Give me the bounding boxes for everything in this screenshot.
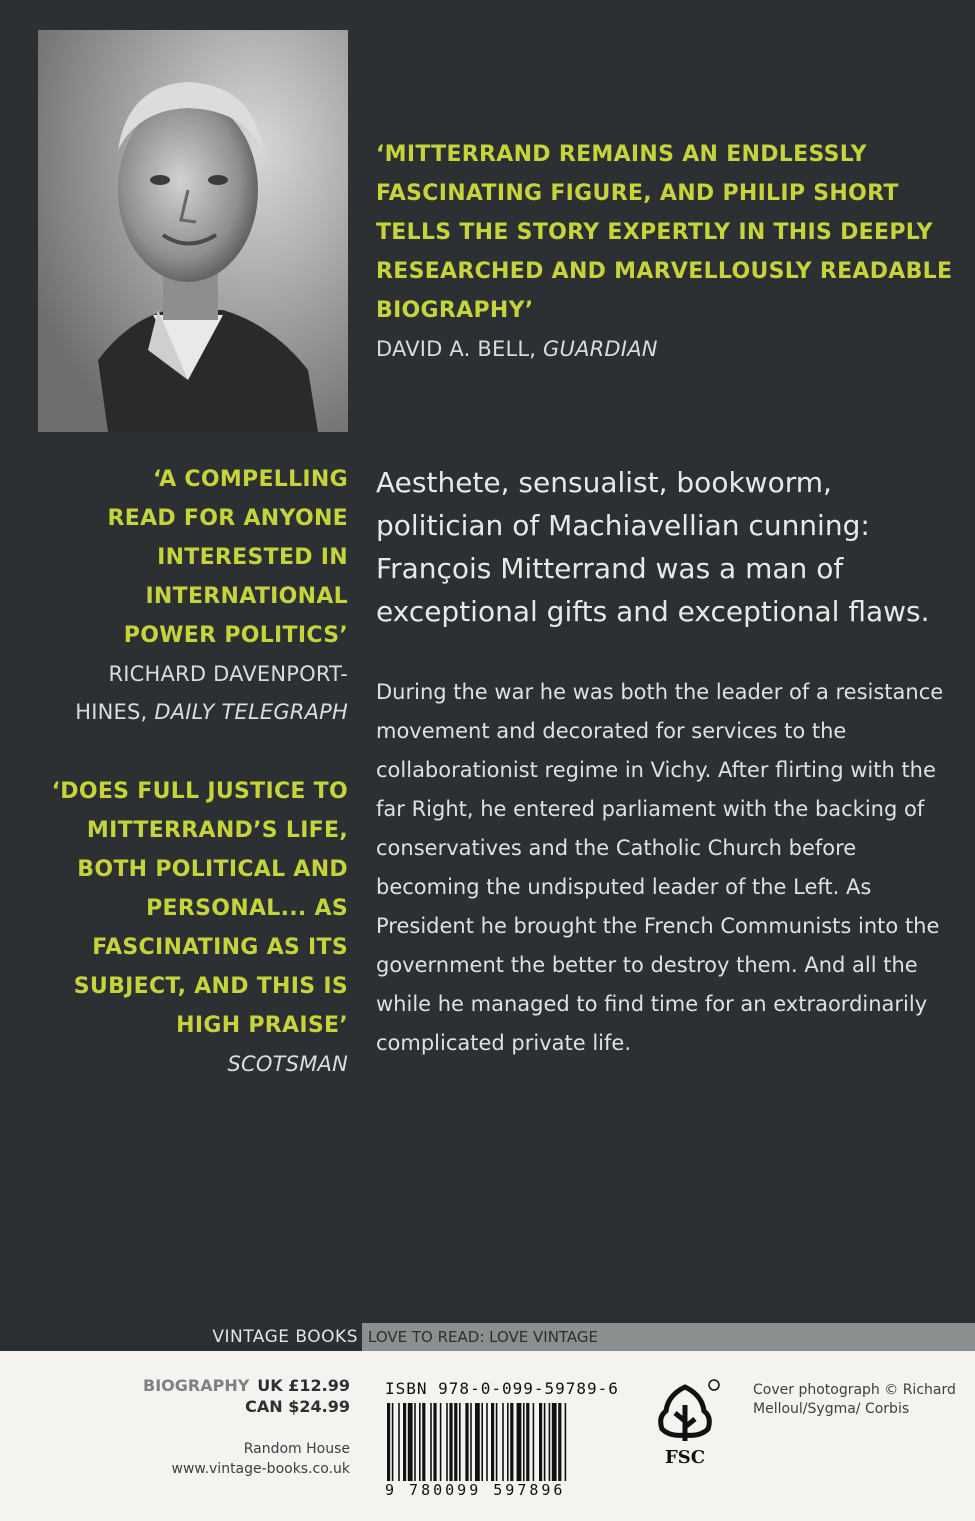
- barcode-bar: [552, 1403, 557, 1481]
- isbn-text: ISBN 978-0-099-59789-6: [385, 1379, 619, 1398]
- imprint-slogan: LOVE TO READ: LOVE VINTAGE: [362, 1323, 975, 1351]
- barcode-bar: [507, 1403, 509, 1481]
- quote-line: HIGH PRAISE’: [176, 1013, 348, 1038]
- barcode-bar: [539, 1403, 542, 1481]
- quote-author: HINES,: [75, 700, 148, 724]
- quote-source: GUARDIAN: [543, 337, 658, 361]
- quote-guardian: [376, 135, 956, 368]
- barcode-bar: [392, 1403, 394, 1481]
- barcode-bar: [465, 1403, 468, 1481]
- quote-text: ‘MITTERRAND REMAINS AN ENDLESSLY FASCINATING FIGURE, AND PHILIP SHORT TELLS THE STORY EXPERTLY IN THIS DEEPLY RESEARCHED AND MARVELLOUSLY READABLE BIOGRAPHY’: [376, 142, 953, 323]
- quote-attribution: [28, 1045, 348, 1083]
- quote-telegraph: [28, 460, 348, 731]
- author-photo: [38, 30, 348, 432]
- quote-attribution: [28, 693, 348, 731]
- blurb-body: During the war he was both the leader of a resistance movement and decorated for services to the collaborationist regime in Vichy. After flirting with the far Right, he entered parliament with the backing of conservatives and the Catholic Church before becoming the undisputed leader of the Left. As President he brought the French Communists into the government the better to destroy them. And all the while he managed to find time for an extraordinarily complicated private life.: [376, 680, 944, 1055]
- footer-panel: [0, 1351, 975, 1521]
- publisher-website: www.vintage-books.co.uk: [171, 1461, 350, 1477]
- author-portrait-icon: [38, 30, 348, 432]
- barcode-bar: [565, 1403, 567, 1481]
- barcode-bar: [446, 1403, 448, 1481]
- barcode-bar: [475, 1403, 480, 1481]
- barcode-bar: [398, 1403, 400, 1481]
- quote-attribution: [376, 330, 956, 368]
- imprint-name: VINTAGE BOOKS: [212, 1327, 358, 1347]
- quote-line: ‘DOES FULL JUSTICE TO: [51, 779, 348, 804]
- barcode-bar: [422, 1403, 425, 1481]
- barcode-bar: [419, 1403, 421, 1481]
- barcode-bar: [470, 1403, 472, 1481]
- quote-line: INTERNATIONAL: [145, 584, 348, 609]
- barcode-bar: [433, 1403, 436, 1481]
- quote-line: PERSONAL... AS: [146, 896, 348, 921]
- category-label: BIOGRAPHY: [143, 1376, 250, 1395]
- quote-scotsman: [28, 772, 348, 1083]
- barcode-bar: [414, 1403, 416, 1481]
- quote-line: MITTERRAND’S LIFE,: [86, 818, 348, 843]
- barcode-bar: [523, 1403, 525, 1481]
- barcode-bar: [549, 1403, 551, 1481]
- photo-credit: Cover photograph © Richard Melloul/Sygma/ Corbis: [753, 1382, 956, 1417]
- barcode-bar: [486, 1403, 488, 1481]
- barcode-bar: [449, 1403, 452, 1481]
- barcode-bar: [544, 1403, 546, 1481]
- barcode-digits: 9 780099 597896: [385, 1481, 566, 1499]
- barcode-bar: [440, 1403, 442, 1481]
- blurb-lead: Aesthete, sensualist, bookworm, politician of Machiavellian cunning: François Mitterrand was a man of exceptional gifts and exceptional flaws.: [376, 466, 930, 628]
- barcode-bar: [459, 1403, 461, 1481]
- price-block: [143, 1375, 350, 1417]
- quote-source: DAILY TELEGRAPH: [154, 700, 348, 724]
- quote-line: ‘A COMPELLING: [152, 467, 348, 492]
- fsc-tree-logo-icon: [648, 1377, 722, 1469]
- barcode-bar: [430, 1403, 432, 1481]
- quote-line: READ FOR ANYONE: [107, 506, 348, 531]
- barcode-bar: [558, 1403, 561, 1481]
- publisher-block: [172, 1439, 351, 1479]
- barcode-bar: [510, 1403, 513, 1481]
- barcode-icon: [385, 1403, 625, 1481]
- price-can: CAN $24.99: [245, 1397, 350, 1416]
- barcode-bar: [502, 1403, 504, 1481]
- quote-line: POWER POLITICS’: [123, 623, 348, 648]
- barcode-bar: [408, 1403, 413, 1481]
- quote-line: SUBJECT, AND THIS IS: [73, 974, 348, 999]
- barcode-bar: [533, 1403, 535, 1481]
- fsc-label: FSC: [664, 1447, 706, 1468]
- barcode-bar: [496, 1403, 498, 1481]
- barcode-bar: [387, 1403, 390, 1481]
- barcode-bar: [526, 1403, 529, 1481]
- quote-line: FASCINATING AS ITS: [92, 935, 348, 960]
- quote-author: RICHARD DAVENPORT-: [108, 662, 348, 686]
- quote-line: BOTH POLITICAL AND: [77, 857, 348, 882]
- quote-line: INTERESTED IN: [157, 545, 348, 570]
- publisher-name: Random House: [243, 1441, 350, 1457]
- quote-source: SCOTSMAN: [227, 1052, 348, 1076]
- barcode-bar: [403, 1403, 406, 1481]
- barcode-bar: [517, 1403, 522, 1481]
- barcode-bar: [481, 1403, 483, 1481]
- imprint-bar: [0, 1323, 975, 1351]
- price-uk: UK £12.99: [257, 1376, 350, 1395]
- barcode-bar: [454, 1403, 457, 1481]
- quote-author: DAVID A. BELL,: [376, 337, 537, 361]
- barcode-bar: [491, 1403, 494, 1481]
